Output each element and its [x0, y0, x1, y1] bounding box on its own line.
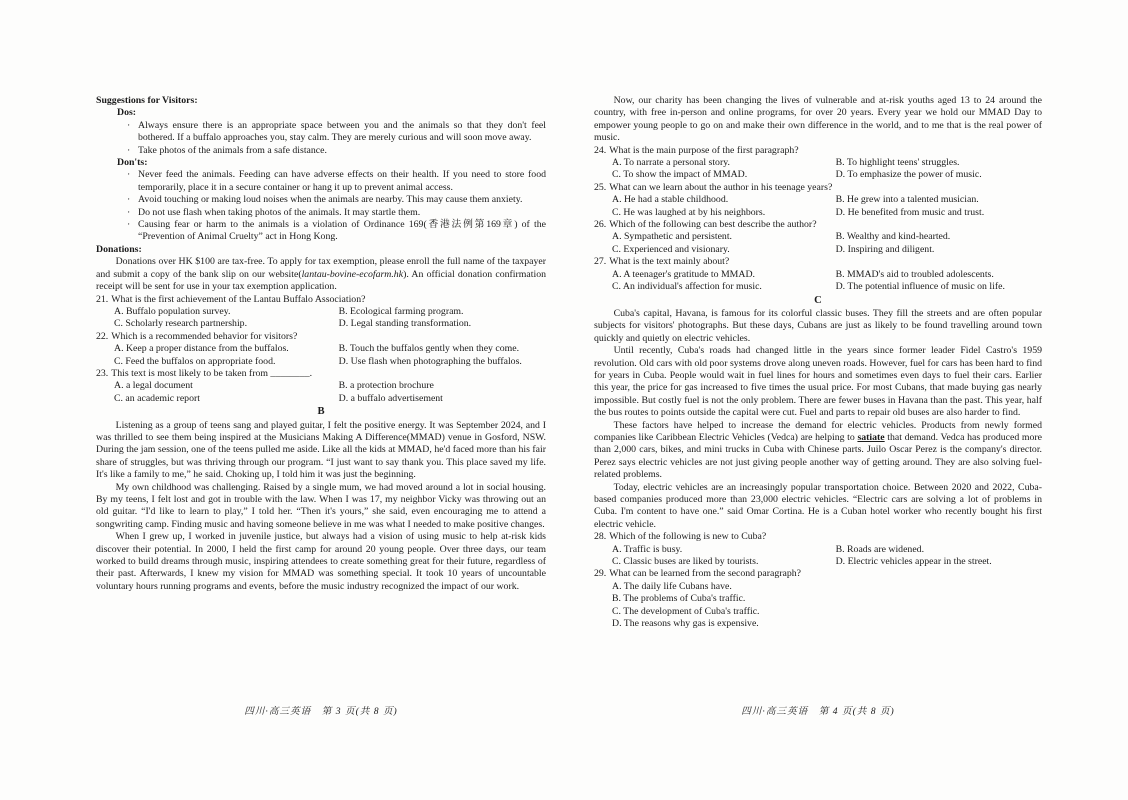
answer-option: B. The problems of Cuba's traffic. [612, 593, 746, 605]
dos-list-item [96, 120, 546, 145]
question-22-options [96, 343, 546, 368]
donts-list-item [96, 194, 546, 206]
answer-option: D. Legal standing transformation. [338, 318, 472, 330]
question-23-options [96, 380, 546, 405]
answer-option: D. Inspiring and diligent. [835, 243, 935, 255]
question-text: Which is a recommended behavior for visitors? [111, 330, 298, 342]
answer-option: D. Use flash when photographing the buffalos. [338, 355, 522, 367]
answer-option: A. Keep a proper distance from the buffalos. [114, 343, 289, 355]
page-3-footer: 四川·高三英语 第 3 页(共 8 页) [244, 706, 398, 717]
paragraph-text: These factors have helped to increase the demand for electric vehicles. Products from newly formed companies like Caribbean Electric Vehicles (Vedca) are helping to [594, 419, 1042, 443]
paragraph-text: that demand. Vedca has produced more than 2,000 cars, bikes, and mini trucks in Cuba with Chinese parts. Juilo Oscar Perez is the company's director. Perez says electric vehicles are not just giving people another way of getting around. They are also solving fuel-related problems. [594, 431, 1042, 481]
question-27 [594, 256, 1042, 293]
question-text: This text is most likely to be taken from ________. [111, 367, 313, 379]
question-25-options [594, 194, 1042, 219]
passage-c-paragraph-4: Today, electric vehicles are an increasingly popular transportation choice. Between 2020 and 2022, Cuba-based companies produced more than 23,000 electric vehicles. “Electric cars are solving a lot of problems in Cuba. I'm content to have one.” said Omar Cortina. He is a Cuban hotel worker who recently bought his first electric vehicle. [594, 481, 1042, 530]
donations-paragraph [96, 256, 546, 293]
section-b-heading: B [317, 406, 325, 418]
answer-option: C. To show the impact of MMAD. [612, 169, 748, 181]
question-24 [594, 145, 1042, 182]
answer-option: D. Electric vehicles appear in the street. [835, 556, 992, 568]
question-22 [96, 331, 546, 368]
passage-c-paragraph-2: Until recently, Cuba's roads had changed little in the years since former leader Fidel Castro's 1959 revolution. Old cars with old poor systems drove along uneven roads. However, fuel for cars has been hard to find for years in Cuba. People would wait in fuel lines for hours and sometimes even days to fuel their cars. Earlier this year, the price for gas increased to five times the usual price. For most Cubans, that made buying gas nearly impossible. But costly fuel is not the only problem. There are fewer buses in Havana than the past. This year, half the bus routes to points outside the capital were cut. Fuel and parts to repair old buses are also harder to find. [594, 345, 1042, 419]
answer-option: B. Wealthy and kind-hearted. [835, 231, 951, 243]
passage-b-paragraph-1: Listening as a group of teens sang and played guitar, I felt the positive energy. It was September 2024, and I was thrilled to see them being inspired at the Musicians Making A Difference(MMAD) venue in Gosford, NSW. During the jam session, one of the teens pulled me aside. Like all the kids at MMAD, he'd faced more than his fair share of struggles, but was thriving through our program. “I just want to say thank you. This place saved my life. It's like a family to me,” he said. Choking up, I told him it was just the beginning. [96, 419, 546, 481]
question-28-options [594, 544, 1042, 569]
passage-b-paragraph-4: Now, our charity has been changing the lives of vulnerable and at-risk youths aged 13 to 24 around the country, with free in-person and online programs, for over 20 years. Every year we hold our MMAD Day to empower young people to go on and make their own difference in the world, and to me that is the real power of music. [594, 95, 1042, 144]
answer-option: B. a protection brochure [338, 380, 434, 392]
passage-b-paragraph-3: When I grew up, I worked in juvenile justice, but always had a vision of using music to help at-risk kids discover their potential. In 2000, I held the first camp for around 20 young people. Over three days, our team worked to build dreams through music, inspiring attendees to create something great for their future, regardless of their past. Afterwards, I knew my vision for MMAD was something special. It took 10 years of uncountable voluntary hours running programs and events, before the music industry recognized the impact of our work. [96, 531, 546, 592]
answer-option: A. The daily life Cubans have. [612, 580, 732, 592]
question-text: What is the main purpose of the first paragraph? [609, 144, 799, 156]
dos-list-item [96, 145, 546, 157]
answer-option: D. The reasons why gas is expensive. [612, 618, 759, 630]
answer-option: C. He was laughed at by his neighbors. [612, 206, 766, 218]
answer-option: C. An individual's affection for music. [612, 281, 762, 293]
question-29 [594, 568, 1042, 630]
suggestions-heading: Suggestions for Visitors: [96, 95, 198, 106]
answer-option: A. Buffalo population survey. [114, 305, 231, 317]
question-21-stem [96, 294, 546, 306]
page-4-column [594, 95, 1042, 630]
question-25 [594, 182, 1042, 219]
answer-option: A. A teenager's gratitude to MMAD. [612, 268, 755, 280]
answer-option: A. Traffic is busy. [612, 543, 683, 555]
section-c-heading: C [814, 294, 822, 306]
answer-option: C. Experienced and visionary. [612, 243, 730, 255]
list-item-text: Take photos of the animals from a safe distance. [138, 144, 327, 156]
underlined-vocab-word: satiate [857, 431, 885, 443]
question-text: Which of the following is new to Cuba? [609, 531, 767, 543]
question-23-stem [96, 368, 546, 380]
answer-option: D. To emphasize the power of music. [835, 169, 982, 181]
question-23 [96, 368, 546, 405]
question-27-stem [594, 256, 1042, 268]
question-27-options [594, 269, 1042, 294]
website-text: lantau-bovine-ecofarm.hk [301, 268, 404, 280]
question-21-options [96, 306, 546, 331]
donts-list-item [96, 169, 546, 194]
bullet-icon: · [127, 119, 131, 131]
question-26-stem [594, 219, 1042, 231]
question-number: 28. [594, 531, 607, 543]
answer-option: B. Ecological farming program. [338, 305, 464, 317]
question-25-stem [594, 182, 1042, 194]
question-text: What is the text mainly about? [609, 256, 730, 268]
question-number: 29. [594, 568, 607, 580]
answer-option: A. To narrate a personal story. [612, 157, 730, 169]
question-number: 22. [96, 330, 109, 342]
question-number: 21. [96, 293, 109, 305]
answer-option: C. an academic report [114, 392, 200, 404]
passage-b-paragraph-2: My own childhood was challenging. Raised by a single mum, we had moved around a lot in social housing. By my teens, I felt lost and got in trouble with the law. When I was 17, my neighbor Vicky was throwing out an old guitar. “I'd like to learn to play,” I told her. “Then it's yours,” she said, even encouraging me to attend a songwriting camp. Finding music and having someone believe in me was what I needed to make positive changes. [96, 481, 546, 530]
question-21 [96, 294, 546, 331]
answer-option: D. The potential influence of music on life. [835, 281, 1005, 293]
page-3-column [96, 95, 546, 593]
answer-option: A. Sympathetic and persistent. [612, 231, 732, 243]
question-29-options [594, 581, 1042, 631]
question-text: What can we learn about the author in his teenage years? [609, 181, 833, 193]
answer-option: A. He had a stable childhood. [612, 194, 729, 206]
question-28 [594, 531, 1042, 568]
paragraph-text: Donations over HK $100 are tax-free. To apply for tax exemption, please enroll the full name of the taxpayer and submit a copy of the bank slip on our website( [96, 256, 546, 280]
answer-option: D. He benefited from music and trust. [835, 206, 985, 218]
passage-c-paragraph-3 [594, 420, 1042, 482]
question-number: 23. [96, 367, 109, 379]
question-26-options [594, 231, 1042, 256]
donts-list-item [96, 219, 546, 244]
question-24-stem [594, 145, 1042, 157]
list-item-text: Avoid touching or making loud noises when the animals are nearby. This may cause them anxiety. [138, 194, 523, 206]
list-item-text: Do not use flash when taking photos of the animals. It may startle them. [138, 206, 421, 218]
question-number: 24. [594, 144, 607, 156]
list-item-text: Never feed the animals. Feeding can have adverse effects on their health. If you need to store food temporarily, place it in a secure container or hang it up to prevent animal access. [138, 169, 546, 193]
bullet-icon: · [127, 194, 131, 206]
answer-option: B. MMAD's aid to troubled adolescents. [835, 268, 994, 280]
bullet-icon: · [127, 169, 131, 181]
donations-heading: Donations: [96, 243, 142, 255]
donts-list-item [96, 207, 546, 219]
passage-c-paragraph-1: Cuba's capital, Havana, is famous for its colorful classic buses. They fill the streets and are often popular subjects for visitors' photographs. But these days, Cubans are just as likely to be found travelling around town quickly and quietly on electric vehicles. [594, 307, 1042, 344]
question-26 [594, 219, 1042, 256]
page-4-footer: 四川·高三英语 第 4 页(共 8 页) [741, 706, 895, 717]
question-number: 26. [594, 219, 607, 231]
answer-option: B. Touch the buffalos gently when they come. [338, 343, 520, 355]
list-item-text: Always ensure there is an appropriate space between you and the animals so that they don't feel bothered. If a buffalo approaches you, stay calm. They are merely curious and will soon move away. [138, 119, 546, 144]
answer-option: B. To highlight teens' struggles. [835, 157, 960, 169]
bullet-icon: · [127, 219, 131, 231]
list-item-text: Causing fear or harm to the animals is a violation of Ordinance 169(香港法例第169章) of the “Prevention of Animal Cruelty” act in Hong Kong. [138, 219, 546, 243]
answer-option: C. The development of Cuba's traffic. [612, 605, 760, 617]
answer-option: D. a buffalo advertisement [338, 392, 443, 404]
question-text: Which of the following can best describe the author? [609, 219, 817, 231]
question-24-options [594, 157, 1042, 182]
question-22-stem [96, 331, 546, 343]
question-number: 27. [594, 256, 607, 268]
answer-option: C. Classic buses are liked by tourists. [612, 556, 759, 568]
question-text: What can be learned from the second paragraph? [609, 568, 802, 580]
answer-option: C. Scholarly research partnership. [114, 318, 248, 330]
question-number: 25. [594, 181, 607, 193]
answer-option: B. He grew into a talented musician. [835, 194, 979, 206]
donts-heading: Don'ts: [117, 157, 148, 169]
answer-option: C. Feed the buffalos on appropriate food. [114, 355, 276, 367]
answer-option: A. a legal document [114, 380, 193, 392]
dos-heading: Dos: [117, 107, 137, 119]
bullet-icon: · [127, 206, 131, 218]
bullet-icon: · [127, 144, 131, 156]
question-28-stem [594, 531, 1042, 543]
answer-option: B. Roads are widened. [835, 543, 925, 555]
paragraph-text: ). An official donation confirmation receipt will be sent for use in your tax exemption application. [96, 268, 546, 293]
question-29-stem [594, 568, 1042, 580]
question-text: What is the first achievement of the Lantau Buffalo Association? [111, 293, 366, 305]
